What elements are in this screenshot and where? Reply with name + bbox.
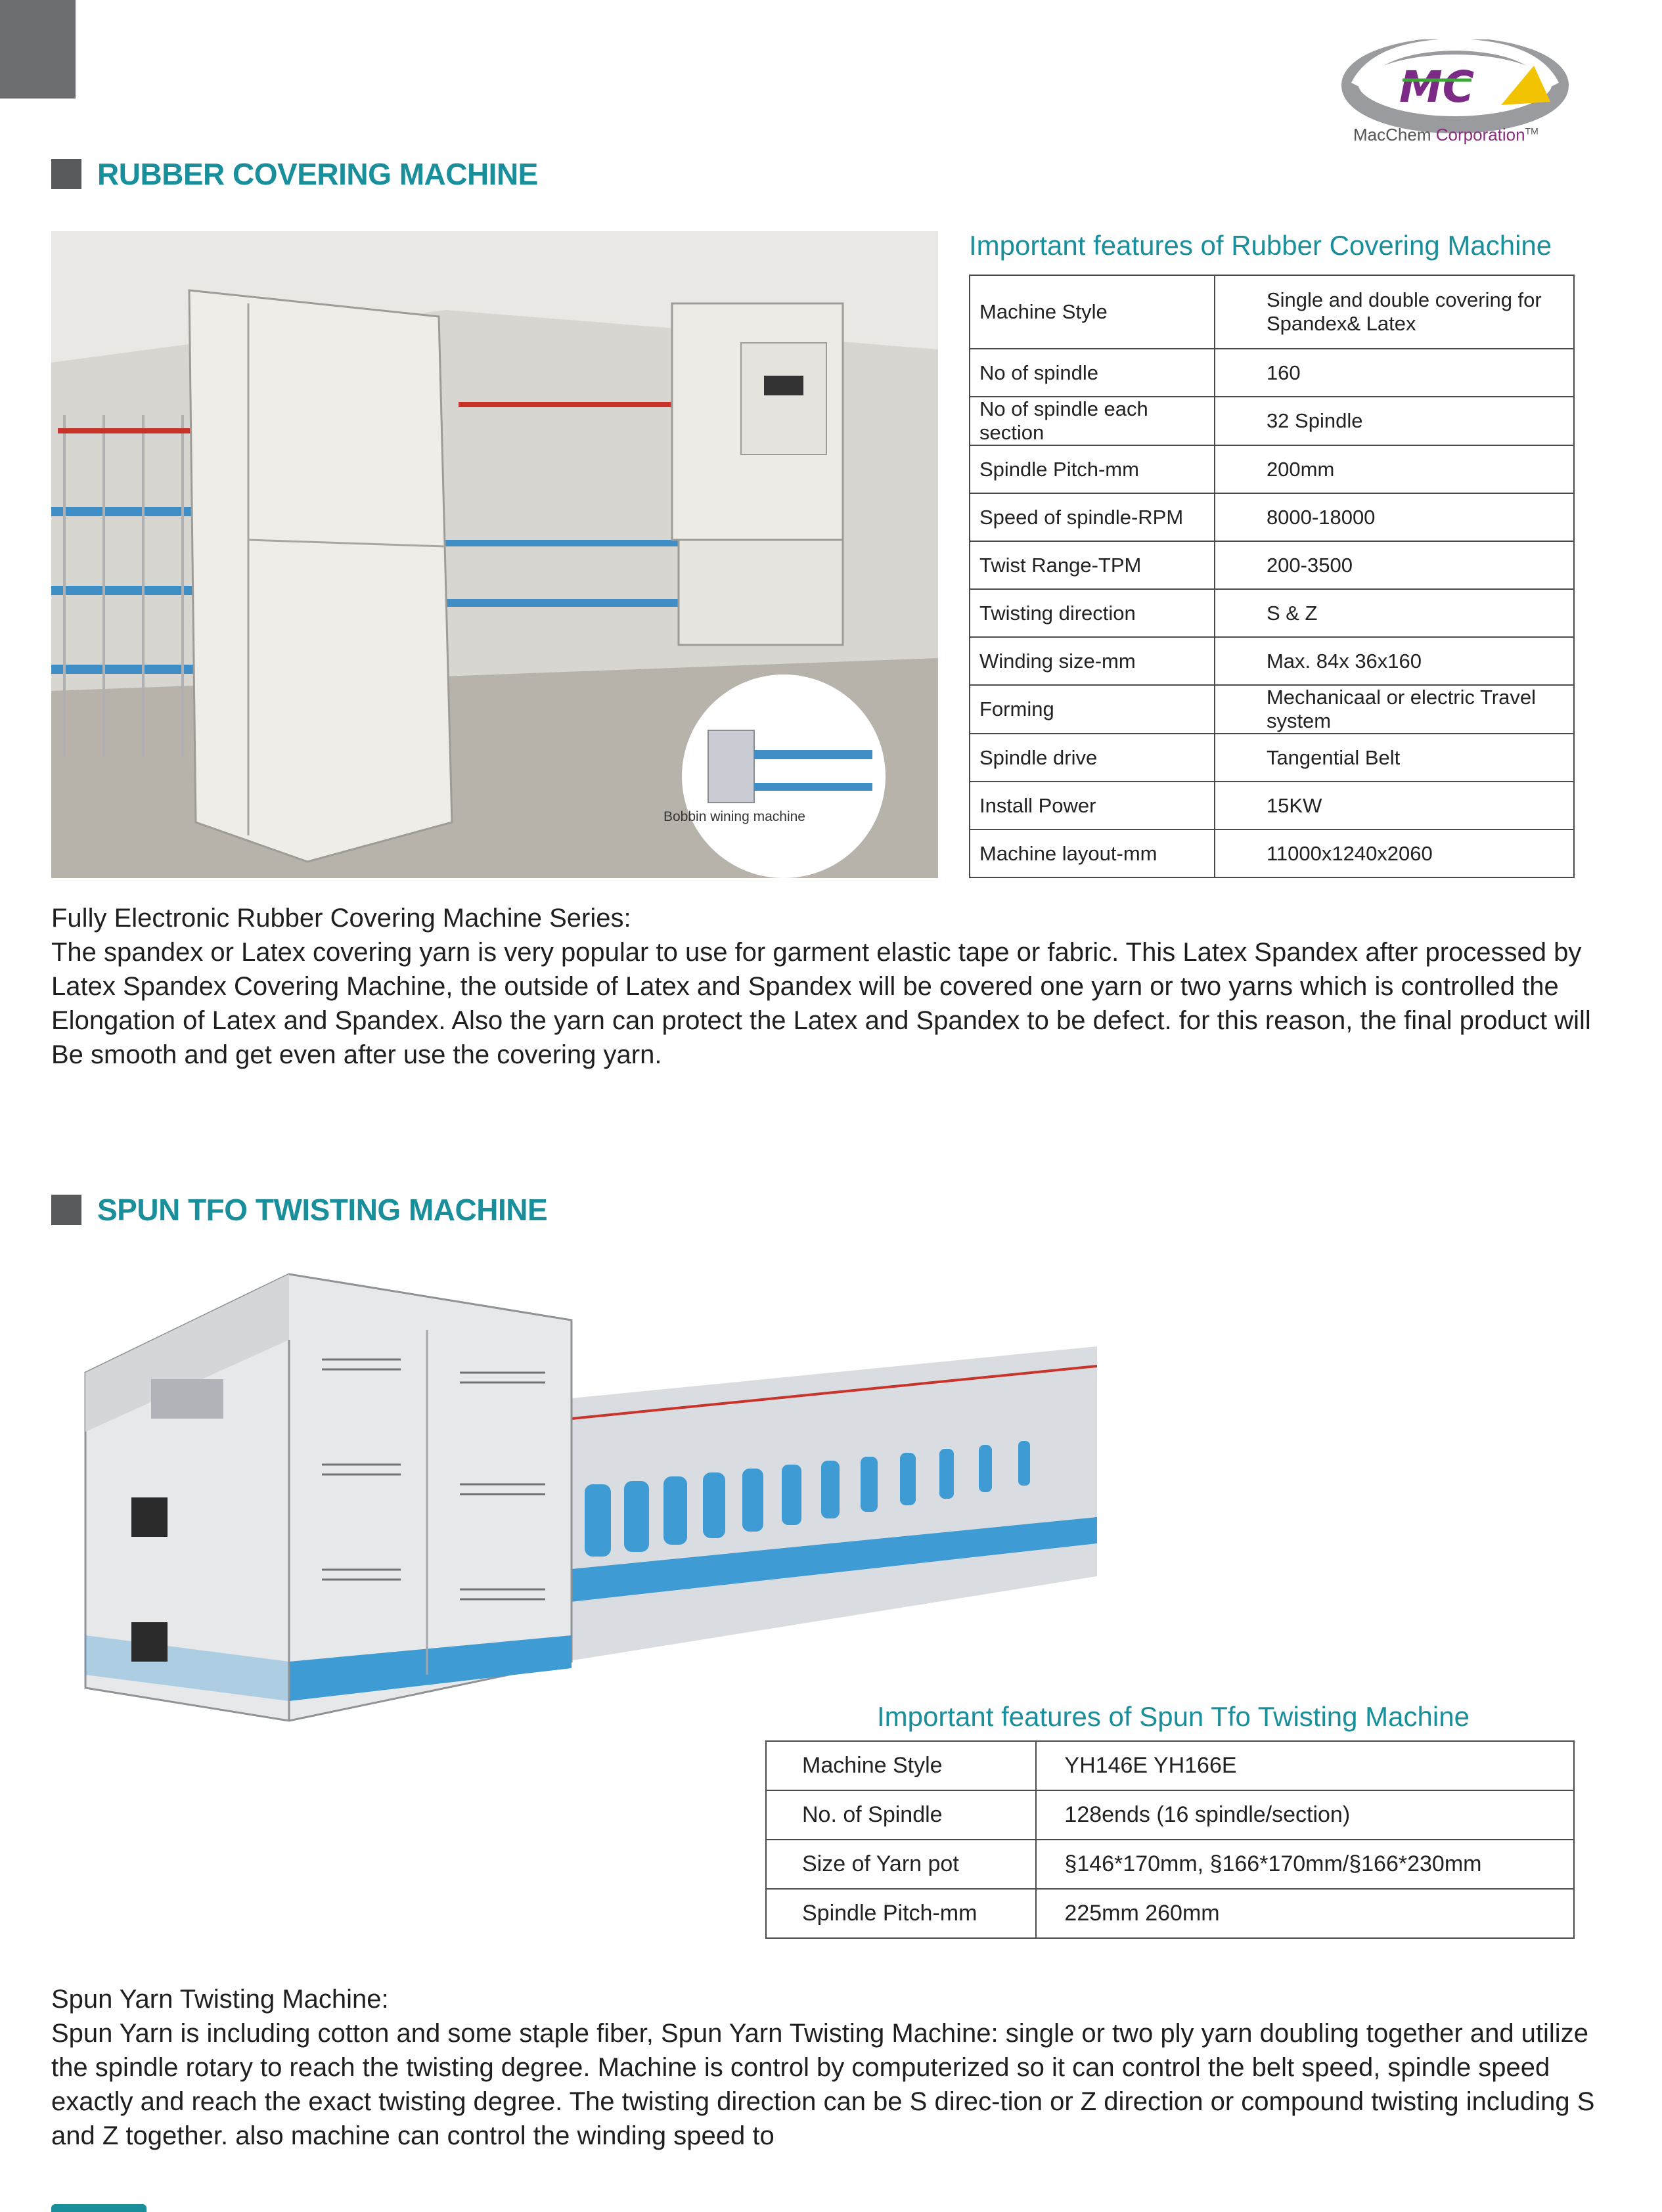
spec-label: Winding size-mm bbox=[970, 637, 1215, 685]
spec-value: 225mm 260mm bbox=[1036, 1889, 1574, 1938]
spec-row bbox=[766, 1889, 1574, 1938]
spec-row bbox=[970, 685, 1574, 734]
spec-value: §146*170mm, §166*170mm/§166*230mm bbox=[1036, 1840, 1574, 1889]
spec-label: Spindle drive bbox=[970, 734, 1215, 782]
spec-row bbox=[970, 349, 1574, 397]
spun-description bbox=[51, 1982, 1602, 2153]
features-title-spun: Important features of Spun Tfo Twisting Machine bbox=[877, 1701, 1470, 1732]
spec-label: Machine Style bbox=[970, 275, 1215, 349]
spec-value: S & Z bbox=[1215, 589, 1574, 637]
spec-value: Mechanicaal or electric Travel system bbox=[1215, 685, 1574, 734]
spec-row bbox=[766, 1790, 1574, 1840]
spec-value: 11000x1240x2060 bbox=[1215, 830, 1574, 877]
features-title-rubber: Important features of Rubber Covering Machine bbox=[969, 230, 1552, 261]
spec-row bbox=[970, 589, 1574, 637]
spec-value: 200mm bbox=[1215, 445, 1574, 493]
spec-value: YH146E YH166E bbox=[1036, 1741, 1574, 1790]
spun-spec-table bbox=[765, 1740, 1575, 1939]
spec-label: Twisting direction bbox=[970, 589, 1215, 637]
spec-value: 200-3500 bbox=[1215, 541, 1574, 589]
spec-label: Size of Yarn pot bbox=[766, 1840, 1036, 1889]
spun-description-body: Spun Yarn is including cotton and some staple fiber, Spun Yarn Twisting Machine: single or two ply yarn doubling together and utilize the spindle rotary to reach the twisting degree. Machine is control by computerized so it can control the belt speed, spindle speed exactly and reach the exact twisting degree. The twisting direction can be S direc-tion or Z direction or compound twisting including S and Z together. also machine can control the winding speed to bbox=[51, 2019, 1595, 2150]
spec-label: Machine layout-mm bbox=[970, 830, 1215, 877]
footer-bar bbox=[51, 2204, 146, 2212]
section-title: SPUN TFO TWISTING MACHINE bbox=[97, 1193, 548, 1227]
spun-description-heading: Spun Yarn Twisting Machine: bbox=[51, 1985, 389, 2014]
corner-tab bbox=[0, 0, 76, 99]
spec-value: 128ends (16 spindle/section) bbox=[1036, 1790, 1574, 1840]
spec-row bbox=[970, 493, 1574, 541]
spec-row bbox=[970, 782, 1574, 830]
spec-row bbox=[970, 397, 1574, 445]
spec-label: No of spindle bbox=[970, 349, 1215, 397]
spec-row bbox=[970, 541, 1574, 589]
spec-value: 15KW bbox=[1215, 782, 1574, 830]
rubber-description-body: The spandex or Latex covering yarn is very popular to use for garment elastic tape or fabric. This Latex Spandex after processed by Latex Spandex Covering Machine, the outside of Latex and Spandex will be covered one yarn or two yarns which is controlled the Elongation of Latex and Spandex. Also the yarn can protect the Latex and Spandex to be defect. for this reason, the final product will Be smooth and get even after use the covering yarn. bbox=[51, 938, 1591, 1069]
spec-value: 32 Spindle bbox=[1215, 397, 1574, 445]
logo-text: MacChem Corporation™ bbox=[1353, 125, 1538, 144]
spec-value: Tangential Belt bbox=[1215, 734, 1574, 782]
spec-row bbox=[766, 1741, 1574, 1790]
spec-label: Machine Style bbox=[766, 1741, 1036, 1790]
spec-row bbox=[970, 275, 1574, 349]
rubber-covering-machine-photo bbox=[51, 231, 938, 878]
spec-value: 8000-18000 bbox=[1215, 493, 1574, 541]
spec-row bbox=[970, 830, 1574, 877]
spec-value: 160 bbox=[1215, 349, 1574, 397]
spec-value: Single and double covering for Spandex& Latex bbox=[1215, 275, 1574, 349]
section-square-icon bbox=[51, 1195, 81, 1225]
section-header-spun bbox=[51, 1190, 547, 1229]
spec-row bbox=[970, 637, 1574, 685]
spec-row bbox=[970, 734, 1574, 782]
section-square-icon bbox=[51, 159, 81, 189]
spec-label: Twist Range-TPM bbox=[970, 541, 1215, 589]
spec-label: Forming bbox=[970, 685, 1215, 734]
rubber-spec-table bbox=[969, 275, 1575, 878]
svg-text:MC: MC bbox=[1399, 62, 1475, 112]
spec-row bbox=[970, 445, 1574, 493]
spec-label: Install Power bbox=[970, 782, 1215, 830]
spec-label: No. of Spindle bbox=[766, 1790, 1036, 1840]
rubber-description bbox=[51, 901, 1602, 1072]
section-title: RUBBER COVERING MACHINE bbox=[97, 157, 538, 191]
rubber-description-heading: Fully Electronic Rubber Covering Machine Series: bbox=[51, 904, 631, 933]
spec-label: No of spindle each section bbox=[970, 397, 1215, 445]
spec-label: Spindle Pitch-mm bbox=[766, 1889, 1036, 1938]
spec-value: Max. 84x 36x160 bbox=[1215, 637, 1574, 685]
section-header-rubber bbox=[51, 154, 538, 194]
spec-label: Speed of spindle-RPM bbox=[970, 493, 1215, 541]
spec-row bbox=[766, 1840, 1574, 1889]
inset-caption: Bobbin wining machine bbox=[663, 809, 805, 824]
spec-label: Spindle Pitch-mm bbox=[970, 445, 1215, 493]
